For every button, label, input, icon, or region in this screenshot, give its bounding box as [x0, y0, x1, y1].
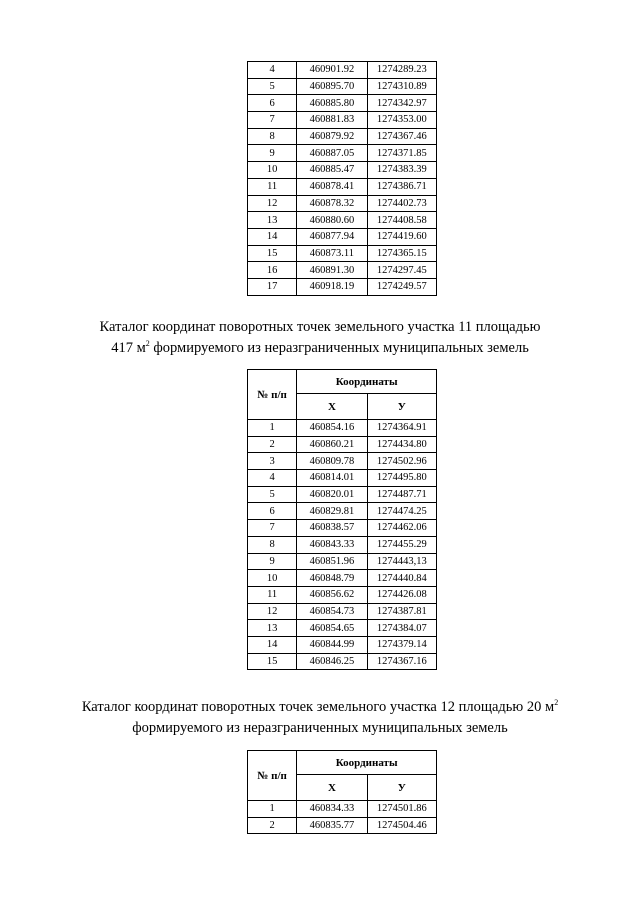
- cell-x: 460843.33: [297, 536, 367, 553]
- cell-point-number: 6: [248, 95, 297, 112]
- cell-point-number: 7: [248, 520, 297, 537]
- table-row: [248, 212, 437, 229]
- caption-text: Каталог координат поворотных точек земельного участка 12 площадью 20 м: [81, 699, 555, 715]
- cell-x: 460809.78: [297, 453, 367, 470]
- cell-x: 460854.73: [297, 603, 367, 620]
- cell-point-number: 13: [248, 212, 297, 229]
- cell-point-number: 3: [248, 453, 297, 470]
- table-row: [248, 453, 437, 470]
- cell-x: 460901.92: [297, 62, 367, 79]
- table-row: [248, 570, 437, 587]
- table-row: [248, 470, 437, 487]
- cell-point-number: 4: [248, 470, 297, 487]
- header-y: У: [367, 394, 436, 420]
- cell-x: 460873.11: [297, 245, 367, 262]
- table-row: [248, 178, 437, 195]
- cell-point-number: 15: [248, 245, 297, 262]
- cell-point-number: 9: [248, 145, 297, 162]
- cell-point-number: 1: [248, 801, 297, 818]
- cell-y: 1274367.46: [367, 128, 436, 145]
- cell-y: 1274501.86: [367, 801, 436, 818]
- cell-y: 1274402.73: [367, 195, 436, 212]
- cell-point-number: 14: [248, 228, 297, 245]
- coordinates-table-plot-11: [247, 369, 437, 670]
- table-row: [248, 536, 437, 553]
- cell-y: 1274353.00: [367, 112, 436, 129]
- cell-y: 1274289.23: [367, 62, 436, 79]
- cell-y: 1274342.97: [367, 95, 436, 112]
- caption-line: [0, 697, 640, 718]
- cell-y: 1274367.16: [367, 653, 436, 670]
- table-row: [248, 486, 437, 503]
- cell-y: 1274502.96: [367, 453, 436, 470]
- cell-point-number: 12: [248, 195, 297, 212]
- cell-point-number: 10: [248, 570, 297, 587]
- table-row: [248, 162, 437, 179]
- header-number: № п/п: [248, 370, 297, 420]
- table-row: [248, 503, 437, 520]
- cell-y: 1274379.14: [367, 636, 436, 653]
- table-body: [248, 420, 437, 670]
- cell-x: 460844.99: [297, 636, 367, 653]
- coordinates-table-continued: [247, 61, 437, 296]
- header-y: У: [367, 775, 436, 801]
- cell-x: 460885.80: [297, 95, 367, 112]
- table-body: [248, 801, 437, 834]
- cell-y: 1274383.39: [367, 162, 436, 179]
- coordinates-table-plot-12: [247, 750, 437, 834]
- table-row: [248, 245, 437, 262]
- table-row: [248, 95, 437, 112]
- caption-plot-11: [0, 317, 640, 359]
- cell-x: 460854.16: [297, 420, 367, 437]
- cell-point-number: 13: [248, 620, 297, 637]
- cell-x: 460856.62: [297, 586, 367, 603]
- table-row: [248, 262, 437, 279]
- cell-x: 460848.79: [297, 570, 367, 587]
- cell-y: 1274387.81: [367, 603, 436, 620]
- cell-y: 1274504.46: [367, 817, 436, 834]
- cell-x: 460887.05: [297, 145, 367, 162]
- cell-y: 1274371.85: [367, 145, 436, 162]
- table-row: [248, 145, 437, 162]
- table-row: [248, 801, 437, 818]
- cell-point-number: 8: [248, 128, 297, 145]
- cell-y: 1274297.45: [367, 262, 436, 279]
- cell-x: 460885.47: [297, 162, 367, 179]
- table-row: [248, 228, 437, 245]
- cell-point-number: 17: [248, 278, 297, 295]
- cell-x: 460878.41: [297, 178, 367, 195]
- header-coordinates: Координаты: [297, 751, 437, 775]
- cell-x: 460854.65: [297, 620, 367, 637]
- cell-x: 460814.01: [297, 470, 367, 487]
- cell-point-number: 11: [248, 178, 297, 195]
- table-row: [248, 195, 437, 212]
- table-row: [248, 278, 437, 295]
- cell-y: 1274386.71: [367, 178, 436, 195]
- cell-x: 460879.92: [297, 128, 367, 145]
- table-row: [248, 62, 437, 79]
- header-coordinates: Координаты: [297, 370, 437, 394]
- cell-point-number: 2: [248, 817, 297, 834]
- table-row: [248, 620, 437, 637]
- superscript: 2: [554, 698, 559, 708]
- cell-point-number: 11: [248, 586, 297, 603]
- cell-x: 460820.01: [297, 486, 367, 503]
- cell-y: 1274249.57: [367, 278, 436, 295]
- cell-point-number: 12: [248, 603, 297, 620]
- table-row: [248, 128, 437, 145]
- cell-x: 460829.81: [297, 503, 367, 520]
- caption-text: формируемого из неразграниченных муниципальных земель: [149, 340, 529, 356]
- cell-x: 460918.19: [297, 278, 367, 295]
- cell-point-number: 15: [248, 653, 297, 670]
- cell-y: 1274426.08: [367, 586, 436, 603]
- caption-line: Каталог координат поворотных точек земельного участка 11 площадью: [99, 319, 541, 335]
- caption-line: формируемого из неразграниченных муниципальных земель: [132, 720, 508, 736]
- cell-point-number: 7: [248, 112, 297, 129]
- cell-y: 1274487.71: [367, 486, 436, 503]
- cell-y: 1274462.06: [367, 520, 436, 537]
- cell-y: 1274455.29: [367, 536, 436, 553]
- cell-point-number: 5: [248, 78, 297, 95]
- cell-y: 1274364.91: [367, 420, 436, 437]
- cell-x: 460881.83: [297, 112, 367, 129]
- cell-x: 460834.33: [297, 801, 367, 818]
- cell-x: 460835.77: [297, 817, 367, 834]
- cell-point-number: 5: [248, 486, 297, 503]
- table-row: [248, 520, 437, 537]
- table-row: [248, 420, 437, 437]
- cell-y: 1274495.80: [367, 470, 436, 487]
- table-row: [248, 78, 437, 95]
- header-x: X: [297, 394, 367, 420]
- cell-point-number: 1: [248, 420, 297, 437]
- cell-y: 1274384.07: [367, 620, 436, 637]
- cell-y: 1274365.15: [367, 245, 436, 262]
- cell-point-number: 16: [248, 262, 297, 279]
- table-row: [248, 603, 437, 620]
- cell-x: 460878.32: [297, 195, 367, 212]
- cell-x: 460838.57: [297, 520, 367, 537]
- table-row: [248, 436, 437, 453]
- caption-text: 417 м: [111, 340, 146, 356]
- cell-x: 460846.25: [297, 653, 367, 670]
- caption-line: [0, 338, 640, 359]
- cell-x: 460891.30: [297, 262, 367, 279]
- table-row: [248, 586, 437, 603]
- cell-x: 460895.70: [297, 78, 367, 95]
- superscript: 2: [145, 339, 150, 349]
- cell-y: 1274440.84: [367, 570, 436, 587]
- table-row: [248, 653, 437, 670]
- cell-x: 460860.21: [297, 436, 367, 453]
- table-row: [248, 553, 437, 570]
- table-row: [248, 636, 437, 653]
- table-row: [248, 112, 437, 129]
- cell-x: 460880.60: [297, 212, 367, 229]
- cell-point-number: 14: [248, 636, 297, 653]
- cell-point-number: 8: [248, 536, 297, 553]
- caption-plot-12: [0, 697, 640, 739]
- cell-point-number: 9: [248, 553, 297, 570]
- cell-y: 1274310.89: [367, 78, 436, 95]
- cell-point-number: 6: [248, 503, 297, 520]
- cell-x: 460877.94: [297, 228, 367, 245]
- cell-point-number: 4: [248, 62, 297, 79]
- cell-y: 1274419.60: [367, 228, 436, 245]
- cell-x: 460851.96: [297, 553, 367, 570]
- cell-y: 1274434.80: [367, 436, 436, 453]
- cell-y: 1274474.25: [367, 503, 436, 520]
- cell-y: 1274408.58: [367, 212, 436, 229]
- cell-point-number: 10: [248, 162, 297, 179]
- cell-point-number: 2: [248, 436, 297, 453]
- table-body: [248, 62, 437, 296]
- header-number: № п/п: [248, 751, 297, 801]
- header-x: X: [297, 775, 367, 801]
- table-row: [248, 817, 437, 834]
- cell-y: 1274443,13: [367, 553, 436, 570]
